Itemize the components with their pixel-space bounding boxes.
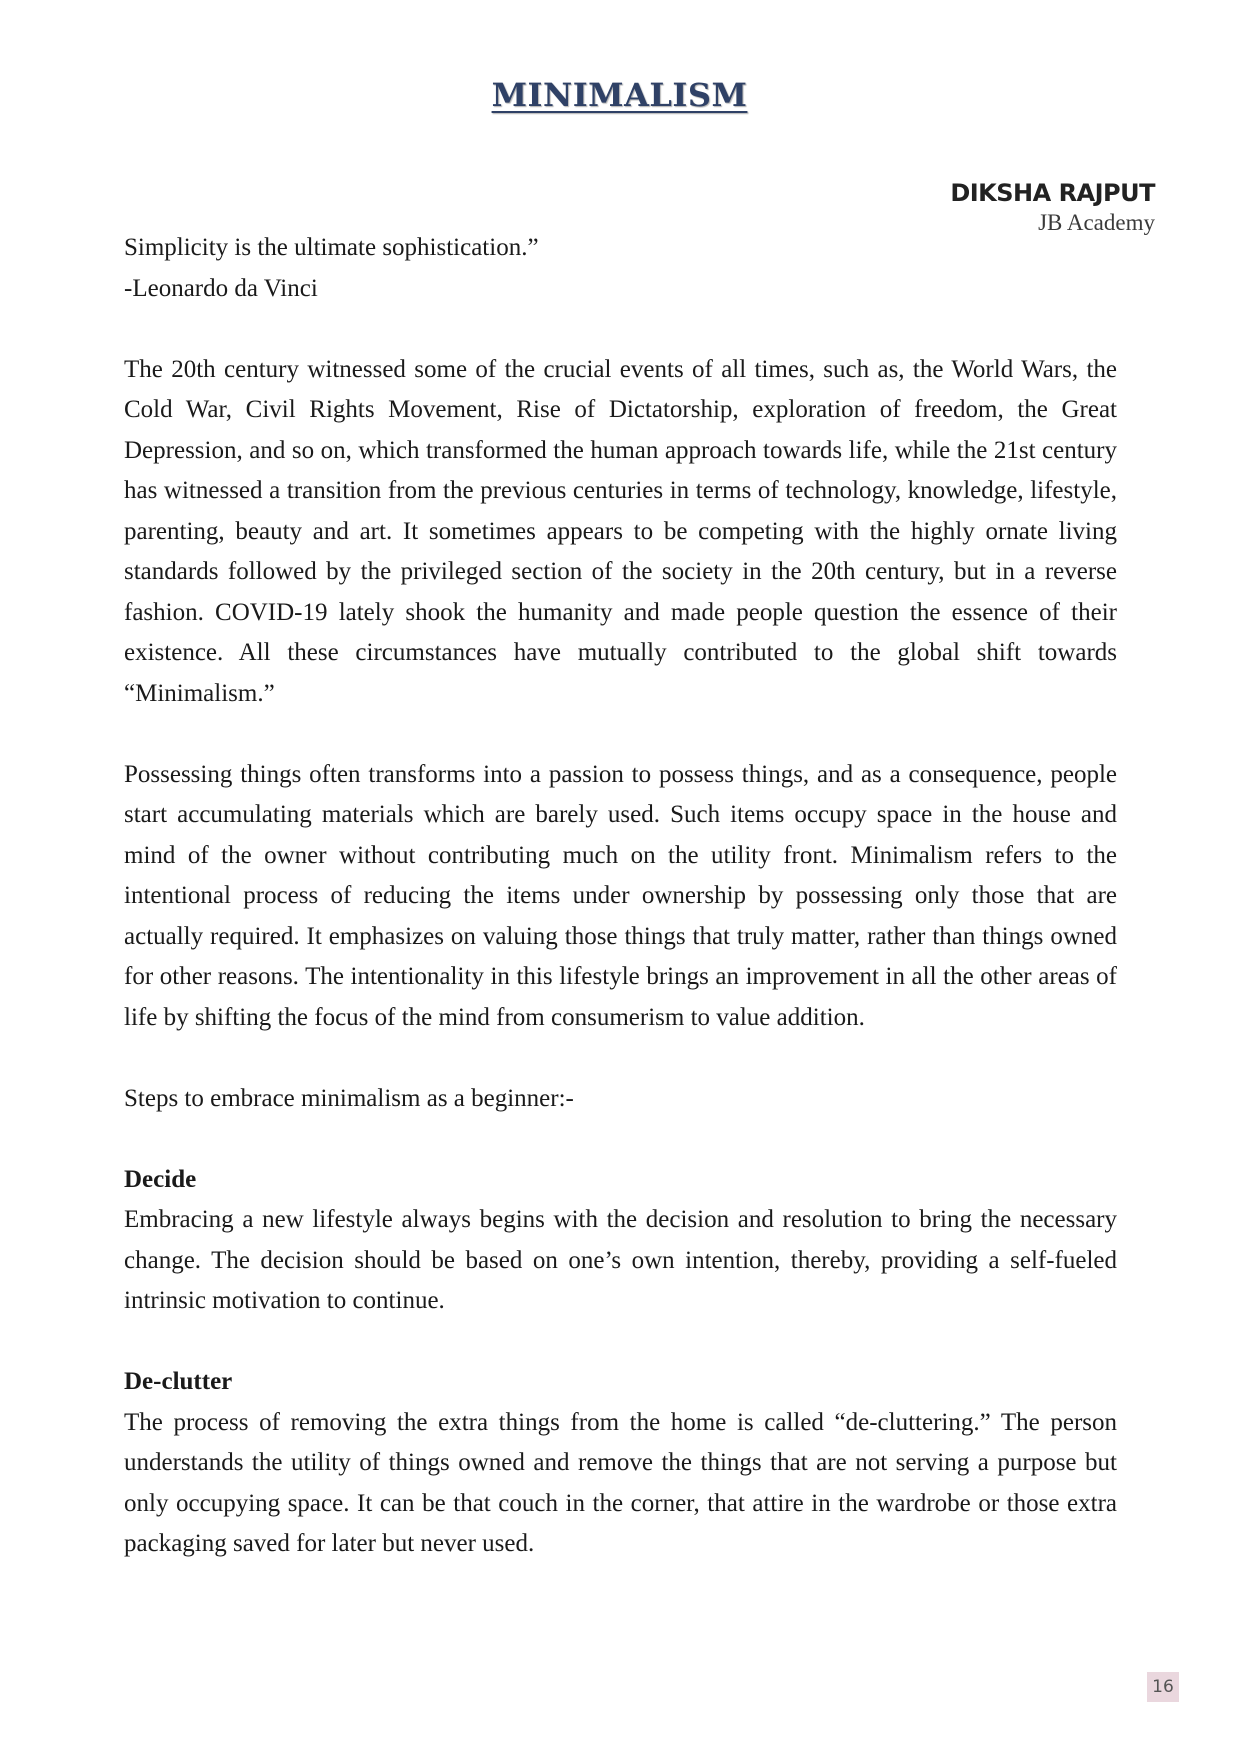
author-name: DIKSHA RAJPUT [950,179,1155,207]
author-school: JB Academy [1038,210,1155,235]
paragraph: Possessing things often transforms into a passion to possess things, and as a consequence, people start accumulating materials which are barely used. Such items occupy space in the house and mind of the owner without contributing much on the utility front. Minimalism refers to the intentional process of reducing the items under ownership by possessing only those that are actually required. It emphasizes on valuing those things that truly matter, rather than things owned for other reasons. The intentionality in this lifestyle brings an improvement in all the other areas of life by shifting the focus of the mind from consumerism to value addition. [124,760,1117,1031]
article-body [124,228,1117,1565]
section-body-decide: Embracing a new lifestyle always begins with the decision and resolution to bring the necessary change. The decision should be based on one’s own intention, thereby, providing a self-fueled intrinsic motivation to continue. [124,1206,1117,1314]
paragraph: The 20th century witnessed some of the crucial events of all times, such as, the World Wars, the Cold War, Civil Rights Movement, Rise of Dictatorship, exploration of freedom, the Great Depression, and so on, which transformed the human approach towards life, while the 21st century has witnessed a transition from the previous centuries in terms of technology, knowledge, lifestyle, parenting, beauty and art. It sometimes appears to be competing with the highly ornate living standards followed by the privileged section of the society in the 20th century, but in a reverse fashion. COVID-19 lately shook the humanity and made people question the essence of their existence. All these circumstances have mutually contributed to the global shift towards “Minimalism.” [124,355,1117,707]
section-heading-declutter: De-clutter [124,1368,233,1395]
paragraph: Steps to embrace minimalism as a beginner:- [124,1084,574,1112]
quote-text: Simplicity is the ultimate sophistication.” [124,234,539,261]
section-body-declutter: The process of removing the extra things from the home is called “de-cluttering.” The person understands the utility of things owned and remove the things that are not serving a purpose but only occupying space. It can be that couch in the corner, that attire in the wardrobe or those extra packaging saved for later but never used. [124,1408,1117,1557]
page-number: 16 [1147,1672,1179,1702]
article-title: MINIMALISM [491,76,748,114]
quote-attribution: -Leonardo da Vinci [124,274,318,302]
section-heading-decide: Decide [124,1165,197,1193]
